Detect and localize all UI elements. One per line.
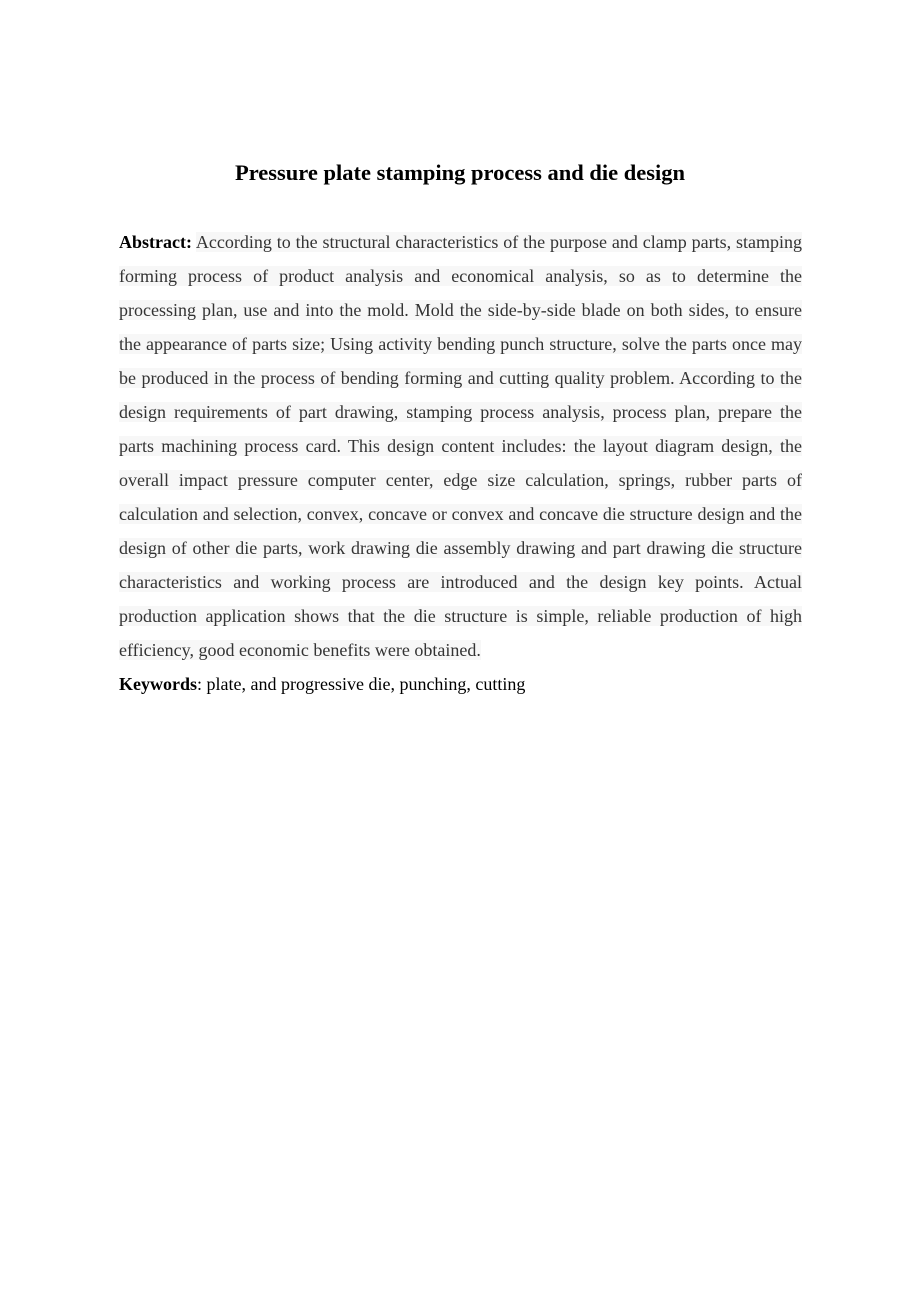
abstract-text: According to the structural characteristics of the purpose and clamp parts, stamping forming process of product analysis and economical analysis, so as to determine the processing plan, use and into the mold. Mold the side-by-side blade on both sides, to ensure the appearance of parts size; Using activity bending punch structure, solve the parts once may be produced in the process of bending forming and cutting quality problem. According to the design requirements of part drawing, stamping process analysis, process plan, prepare the parts machining process card. This design content includes: the layout diagram design, the overall impact pressure computer center, edge size calculation, springs, rubber parts of calculation and selection, convex, concave or convex and concave die structure design and the design of other die parts, work drawing die assembly drawing and part drawing die structure characteristics and working process are introduced and the design key points. Actual production application shows that the die structure is simple, reliable production of high efficiency, good economic benefits were obtained.	[119, 232, 802, 660]
abstract-section	[119, 225, 802, 667]
paper-title: Pressure plate stamping process and die design	[234, 160, 686, 185]
keywords-text: : plate, and progressive die, punching, cutting	[197, 674, 526, 694]
keywords-label: Keywords	[119, 674, 197, 694]
abstract-label: Abstract:	[119, 232, 192, 252]
keywords-section	[119, 667, 802, 701]
